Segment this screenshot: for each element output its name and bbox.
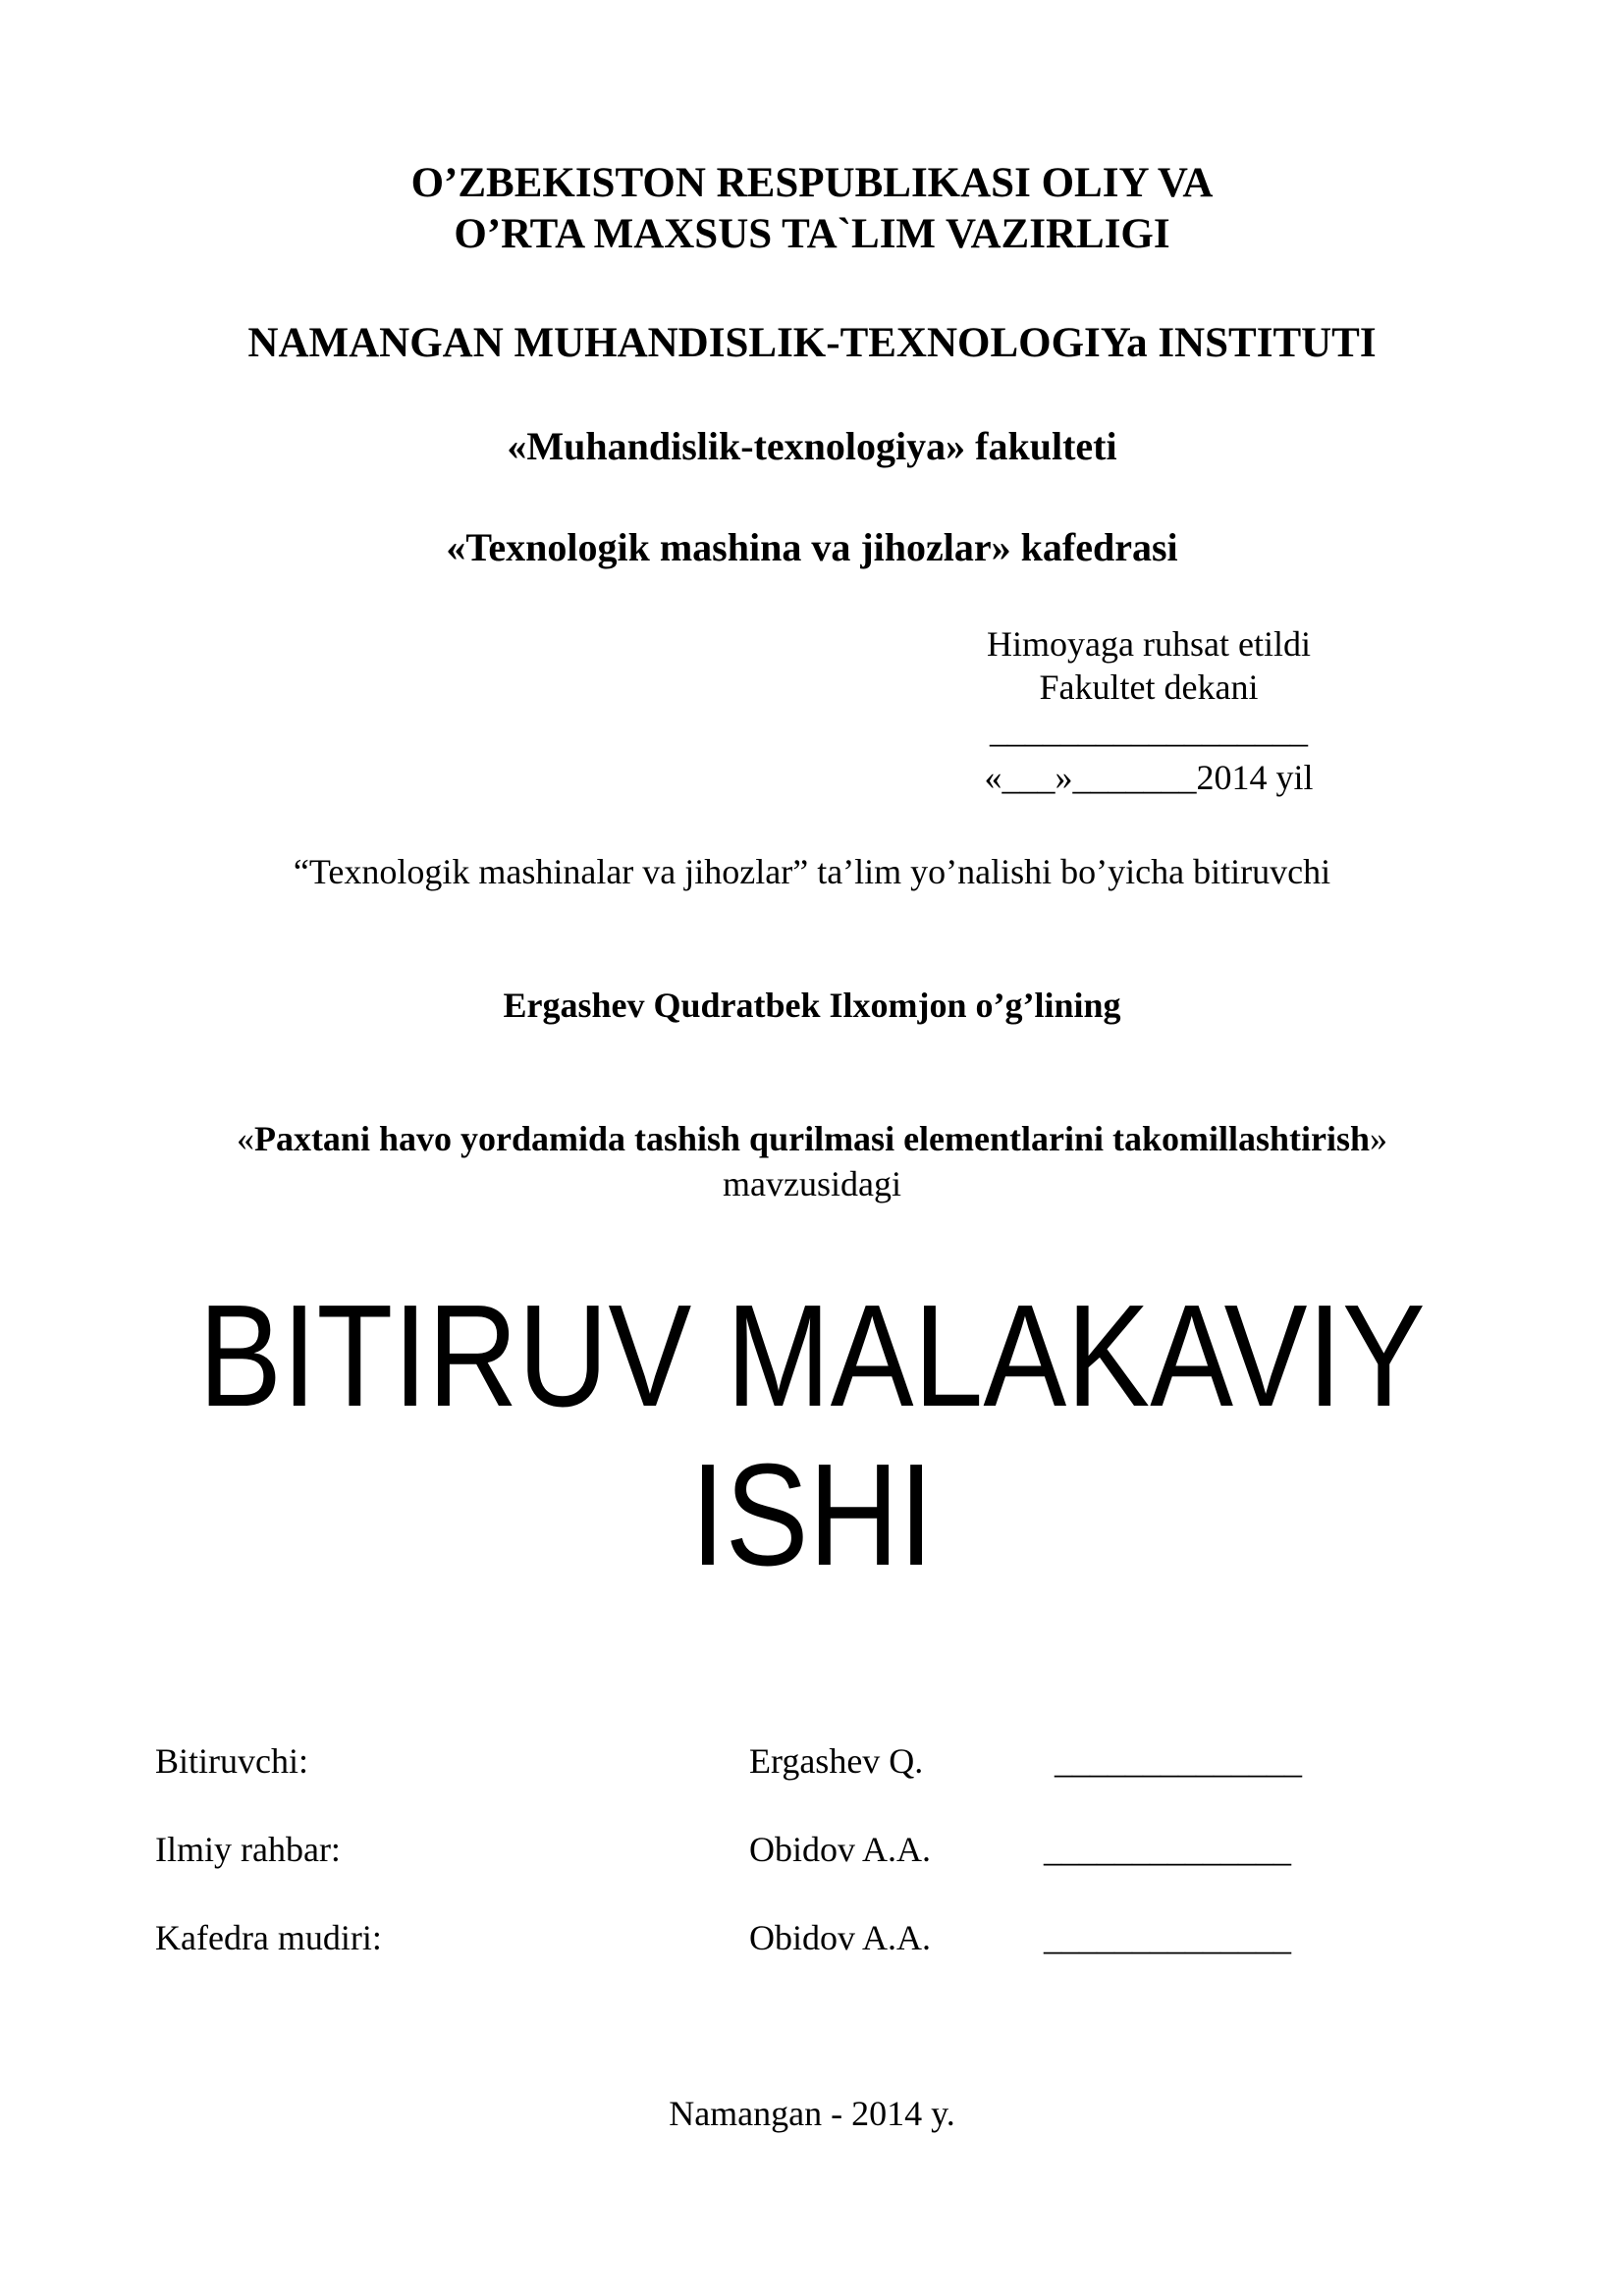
faculty-name: «Muhandislik-texnologiya» fakulteti: [507, 424, 1117, 468]
document-title-line-1: BITIRUV MALAKAVIY: [198, 1275, 1426, 1437]
study-direction: “Texnologik mashinalar va jihozlar” ta’lim yo’nalishi bo’yicha bitiruvchi: [293, 852, 1331, 891]
document-title-line-2: ISHI: [690, 1434, 934, 1596]
signature-line: ______________: [1044, 1830, 1291, 1869]
thesis-topic: [0, 1119, 1624, 1159]
ministry-line-1: O’ZBEKISTON RESPUBLIKASI OLIY VA: [410, 160, 1214, 206]
signature-role: Kafedra mudiri:: [155, 1918, 382, 1957]
defense-permission: Himoyaga ruhsat etildi: [987, 624, 1311, 664]
topic-title: Paxtani havo yordamida tashish qurilmasi elementlarini takomillashtirish: [253, 1119, 1371, 1158]
department-name: «Texnologik mashina va jihozlar» kafedrasi: [446, 525, 1178, 569]
ministry-line-2: O’RTA MAXSUS TA`LIM VAZIRLIGI: [454, 211, 1170, 257]
topic-open-quote: «: [236, 1119, 254, 1158]
signature-role: Ilmiy rahbar:: [155, 1830, 341, 1869]
topic-suffix: mavzusidagi: [723, 1164, 901, 1203]
signature-line: ______________: [1044, 1918, 1291, 1957]
institute-name: NAMANGAN MUHANDISLIK-TEXNOLOGIYa INSTITUTI: [247, 320, 1377, 366]
student-name: Ergashev Qudratbek Ilxomjon o’g’lining: [503, 986, 1121, 1025]
signature-role: Bitiruvchi:: [155, 1741, 308, 1781]
place-and-year: Namangan - 2014 y.: [669, 2094, 955, 2133]
signature-line: ______________: [1055, 1741, 1302, 1781]
signature-name: Ergashev Q.: [749, 1741, 924, 1781]
signature-name: Obidov A.A.: [749, 1830, 932, 1869]
signature-name: Obidov A.A.: [749, 1918, 932, 1957]
dean-signature-line: __________________: [990, 711, 1308, 750]
dean-title: Fakultet dekani: [1039, 667, 1259, 707]
approval-date: «___»_______2014 yil: [984, 758, 1314, 797]
topic-close-quote: »: [1370, 1119, 1388, 1158]
